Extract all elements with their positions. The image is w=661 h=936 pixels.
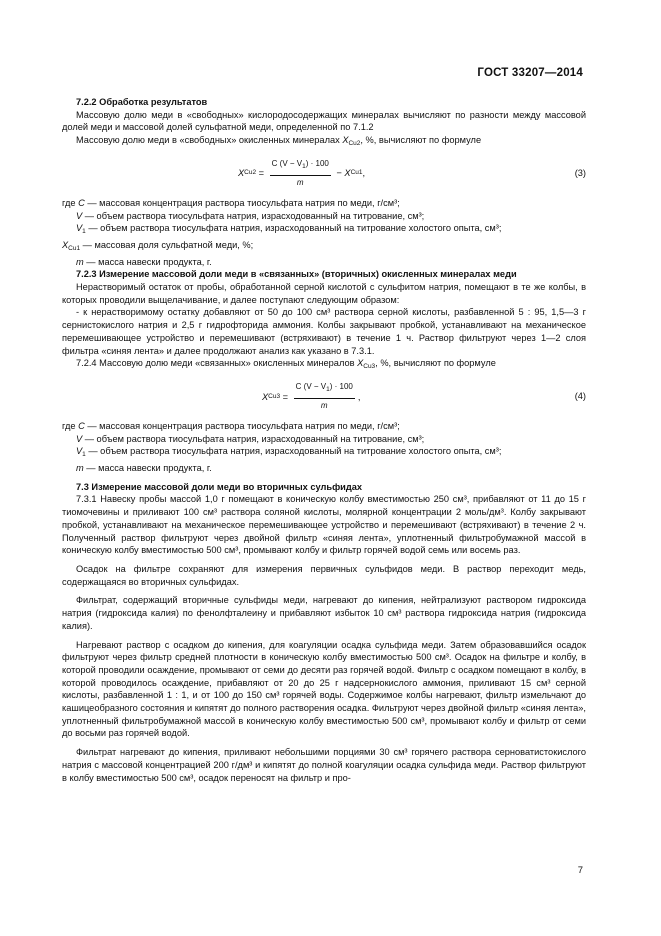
section-heading-7-2-3: 7.2.3 Измерение массовой доли меди в «связанных» (вторичных) окисленных минералах меди — [76, 269, 517, 280]
symbol: X — [342, 135, 349, 146]
def-text: — массовая концентрация раствора тиосульфата натрия по меди, г/см³; — [84, 197, 400, 208]
subscript: 1 — [302, 163, 306, 171]
def-text: — объем раствора тиосульфата натрия, израсходованный на титрование, см³; — [82, 433, 425, 444]
text-fragment: 7.2.4 Массовую долю меди «связанных» окисленных минералов — [76, 358, 358, 369]
paragraph: - к нерастворимому остатку добавляют от 50 до 100 см³ раствора серной кислоты, разбавленной 5 : 95, 1,5—3 г сернистокислого натрия и 2,5 г гидрофторида аммония. Колбы закрывают пробкой, устанавливают на механическое перемешивающее устройство и перемешивают (встряхивают) в течение 1 ч. Раствор фильтруют через 1—2 слоя фильтра «синяя лента» и далее продолжают анализ как указано в 7.3.1. — [62, 307, 586, 356]
def-symbol: m — [76, 463, 84, 474]
page-content — [62, 96, 586, 784]
formula-intro — [62, 357, 586, 374]
denominator: m — [296, 177, 304, 187]
def-text: — объем раствора тиосульфата натрия, израсходованный на титрование, см³; — [82, 210, 425, 221]
def-symbol: C — [78, 197, 85, 208]
text-fragment: , %, вычисляют по формуле — [360, 135, 482, 146]
def-text: — массовая доля сульфатной меди, %; — [80, 239, 254, 250]
def-text: — объем раствора тиосульфата натрия, израсходованный на титрование холостого опыта, см³; — [85, 446, 502, 457]
subscript: Cu2 — [348, 140, 361, 148]
definitions-list-2 — [62, 420, 586, 475]
minus-term: − X — [333, 168, 351, 179]
formula-expression — [262, 377, 360, 417]
formula-lhs: X — [262, 391, 269, 402]
def-prefix: где — [62, 197, 79, 208]
paragraph: Массовую долю меди в «свободных» кислородосодержащих минералах вычисляют по разности между массовой долей меди и массовой долей сульфатной меди, определенной по 7.1.2 — [62, 109, 586, 133]
definition-item — [62, 239, 586, 256]
definition-item — [62, 256, 586, 269]
numerator-tail: ) · 100 — [305, 159, 329, 169]
formula-number: (4) — [574, 390, 586, 401]
def-symbol: C — [78, 420, 85, 431]
denominator: m — [320, 400, 328, 410]
def-prefix: где — [62, 420, 79, 431]
def-symbol: m — [76, 256, 84, 267]
equals-sign: = — [280, 391, 291, 402]
subscript: Cu3 — [268, 392, 281, 400]
section-heading-7-2-2: 7.2.2 Обработка результатов — [76, 97, 208, 107]
formula-comma: , — [362, 168, 366, 179]
subscript: Cu2 — [244, 169, 257, 177]
definition-item — [62, 445, 586, 462]
formula-expression — [238, 154, 365, 194]
paragraph: 7.3.1 Навеску пробы массой 1,0 г помещают в коническую колбу вместимостью 250 см³, прибавляют от 11 до 15 г тиомочевины и приливают 100 см³ раствора соляной кислоты, молярной концентрации 2 моль/дм³. Колбу закрывают пробкой, устанавливают на механическое перемешивающее устройство и перемешивают (встряхивают) в течение 2 ч. Полученный раствор фильтруют через двойной фильтр «синяя лента», уплотненный фильтробумажной массой в коническую колбу вместимостью 500 см³, промывают колбу и фильтр горячей водой семь или восемь раз. — [62, 494, 586, 556]
subscript: Cu3 — [363, 363, 376, 371]
def-symbol: V — [76, 210, 83, 221]
numerator-tail: ) · 100 — [329, 382, 353, 392]
subscript: 1 — [82, 228, 86, 236]
numerator-text: C (V − V — [295, 382, 327, 392]
subscript: Cu1 — [350, 169, 363, 177]
section-heading-7-3: 7.3 Измерение массовой доли меди во вторичных сульфидах — [76, 481, 363, 492]
def-symbol: X — [62, 239, 69, 250]
fraction — [294, 381, 355, 412]
equals-sign: = — [256, 168, 267, 179]
numerator-text: C (V − V — [271, 159, 303, 169]
subscript: 1 — [326, 386, 330, 394]
subscript: Cu1 — [68, 244, 81, 252]
definitions-list-1 — [62, 197, 586, 269]
definition-item — [62, 462, 586, 475]
formula-number: (3) — [574, 167, 586, 178]
def-text: — объем раствора тиосульфата натрия, израсходованный на титрование холостого опыта, см³; — [85, 223, 502, 234]
def-symbol: V — [76, 433, 83, 444]
text-fragment: , %, вычисляют по формуле — [375, 358, 496, 369]
paragraph: Фильтрат, содержащий вторичные сульфиды меди, нагревают до кипения, нейтрализуют раствором гидроксида натрия (гидроксида калия) по фенолфталеину и прибавляют избыток 10 см³ раствора гидроксида натрия (гидроксида калия). — [62, 595, 586, 631]
paragraph: Фильтрат нагревают до кипения, приливают небольшими порциями 30 см³ горячего раствора серноватистокислого натрия с массовой концентрацией 200 г/дм³ и кипятят до полной коагуляции осадка сульфида меди. Раствор фильтруют в колбу вместимостью 500 см³, осадок переносят на фильтр и про- — [62, 747, 586, 783]
definition-item — [62, 210, 586, 223]
definition-item — [62, 222, 586, 239]
page-number: 7 — [577, 865, 583, 876]
symbol: X — [357, 358, 364, 369]
def-symbol: V — [76, 446, 83, 457]
def-text: — масса навески продукта, г. — [83, 463, 212, 474]
formula-comma: , — [357, 391, 361, 402]
definition-item — [62, 197, 586, 210]
def-text: — масса навески продукта, г. — [83, 256, 212, 267]
definition-item — [62, 420, 586, 433]
def-symbol: V — [76, 223, 83, 234]
paragraph: Нерастворимый остаток от пробы, обработанной серной кислотой с сульфитом натрия, помещают в те же колбы, в которых проводили выщелачивание, и далее поступают следующим образом: — [62, 282, 586, 305]
def-text: — массовая концентрация раствора тиосульфата натрия по меди, г/см³; — [84, 420, 400, 431]
numerator — [270, 158, 331, 176]
formula-intro — [62, 134, 586, 151]
text-fragment: Массовую долю меди в «свободных» окисленных минералах — [76, 135, 343, 146]
paragraph: Осадок на фильтре сохраняют для измерения первичных сульфидов меди. В раствор переходит медь, содержащаяся во вторичных сульфидах. — [62, 563, 586, 587]
numerator — [294, 381, 355, 399]
document-code: ГОСТ 33207—2014 — [477, 67, 583, 79]
definition-item — [62, 433, 586, 446]
paragraph: Нагревают раствор с осадком до кипения, для коагуляции осадка сульфида меди. Затем образовавшийся осадок фильтруют через фильтр средней плотности в коническую колбу вместимостью 500 см³. Осадок на фильтре и колбу, в которой проводили осаждение, промывают от семи до десяти раз горячей водой. Фильтр с осадком помещают в колбу, в которой проводилось осаждение, прибавляют от 20 до 25 г надсернокислого аммония, приливают 15 см³ серной кислоты, разбавленной 1 : 1, и от 100 до 150 см³ горячей воды. Содержимое колбы нагревают, фильтр измельчают до кашицеобразного состояния и кипятят до полного растворения осадка. Фильтруют через двойной фильтр «синяя лента», уплотненный фильтробумажной массой в коническую колбу вместимостью 500 см³, промывают колбу и фильтр от семи до восьми раз горячей водой. — [62, 639, 586, 739]
formula-4 — [62, 377, 586, 417]
fraction — [270, 158, 331, 189]
subscript: 1 — [82, 451, 86, 459]
formula-3 — [62, 154, 586, 194]
formula-lhs: X — [238, 168, 245, 179]
